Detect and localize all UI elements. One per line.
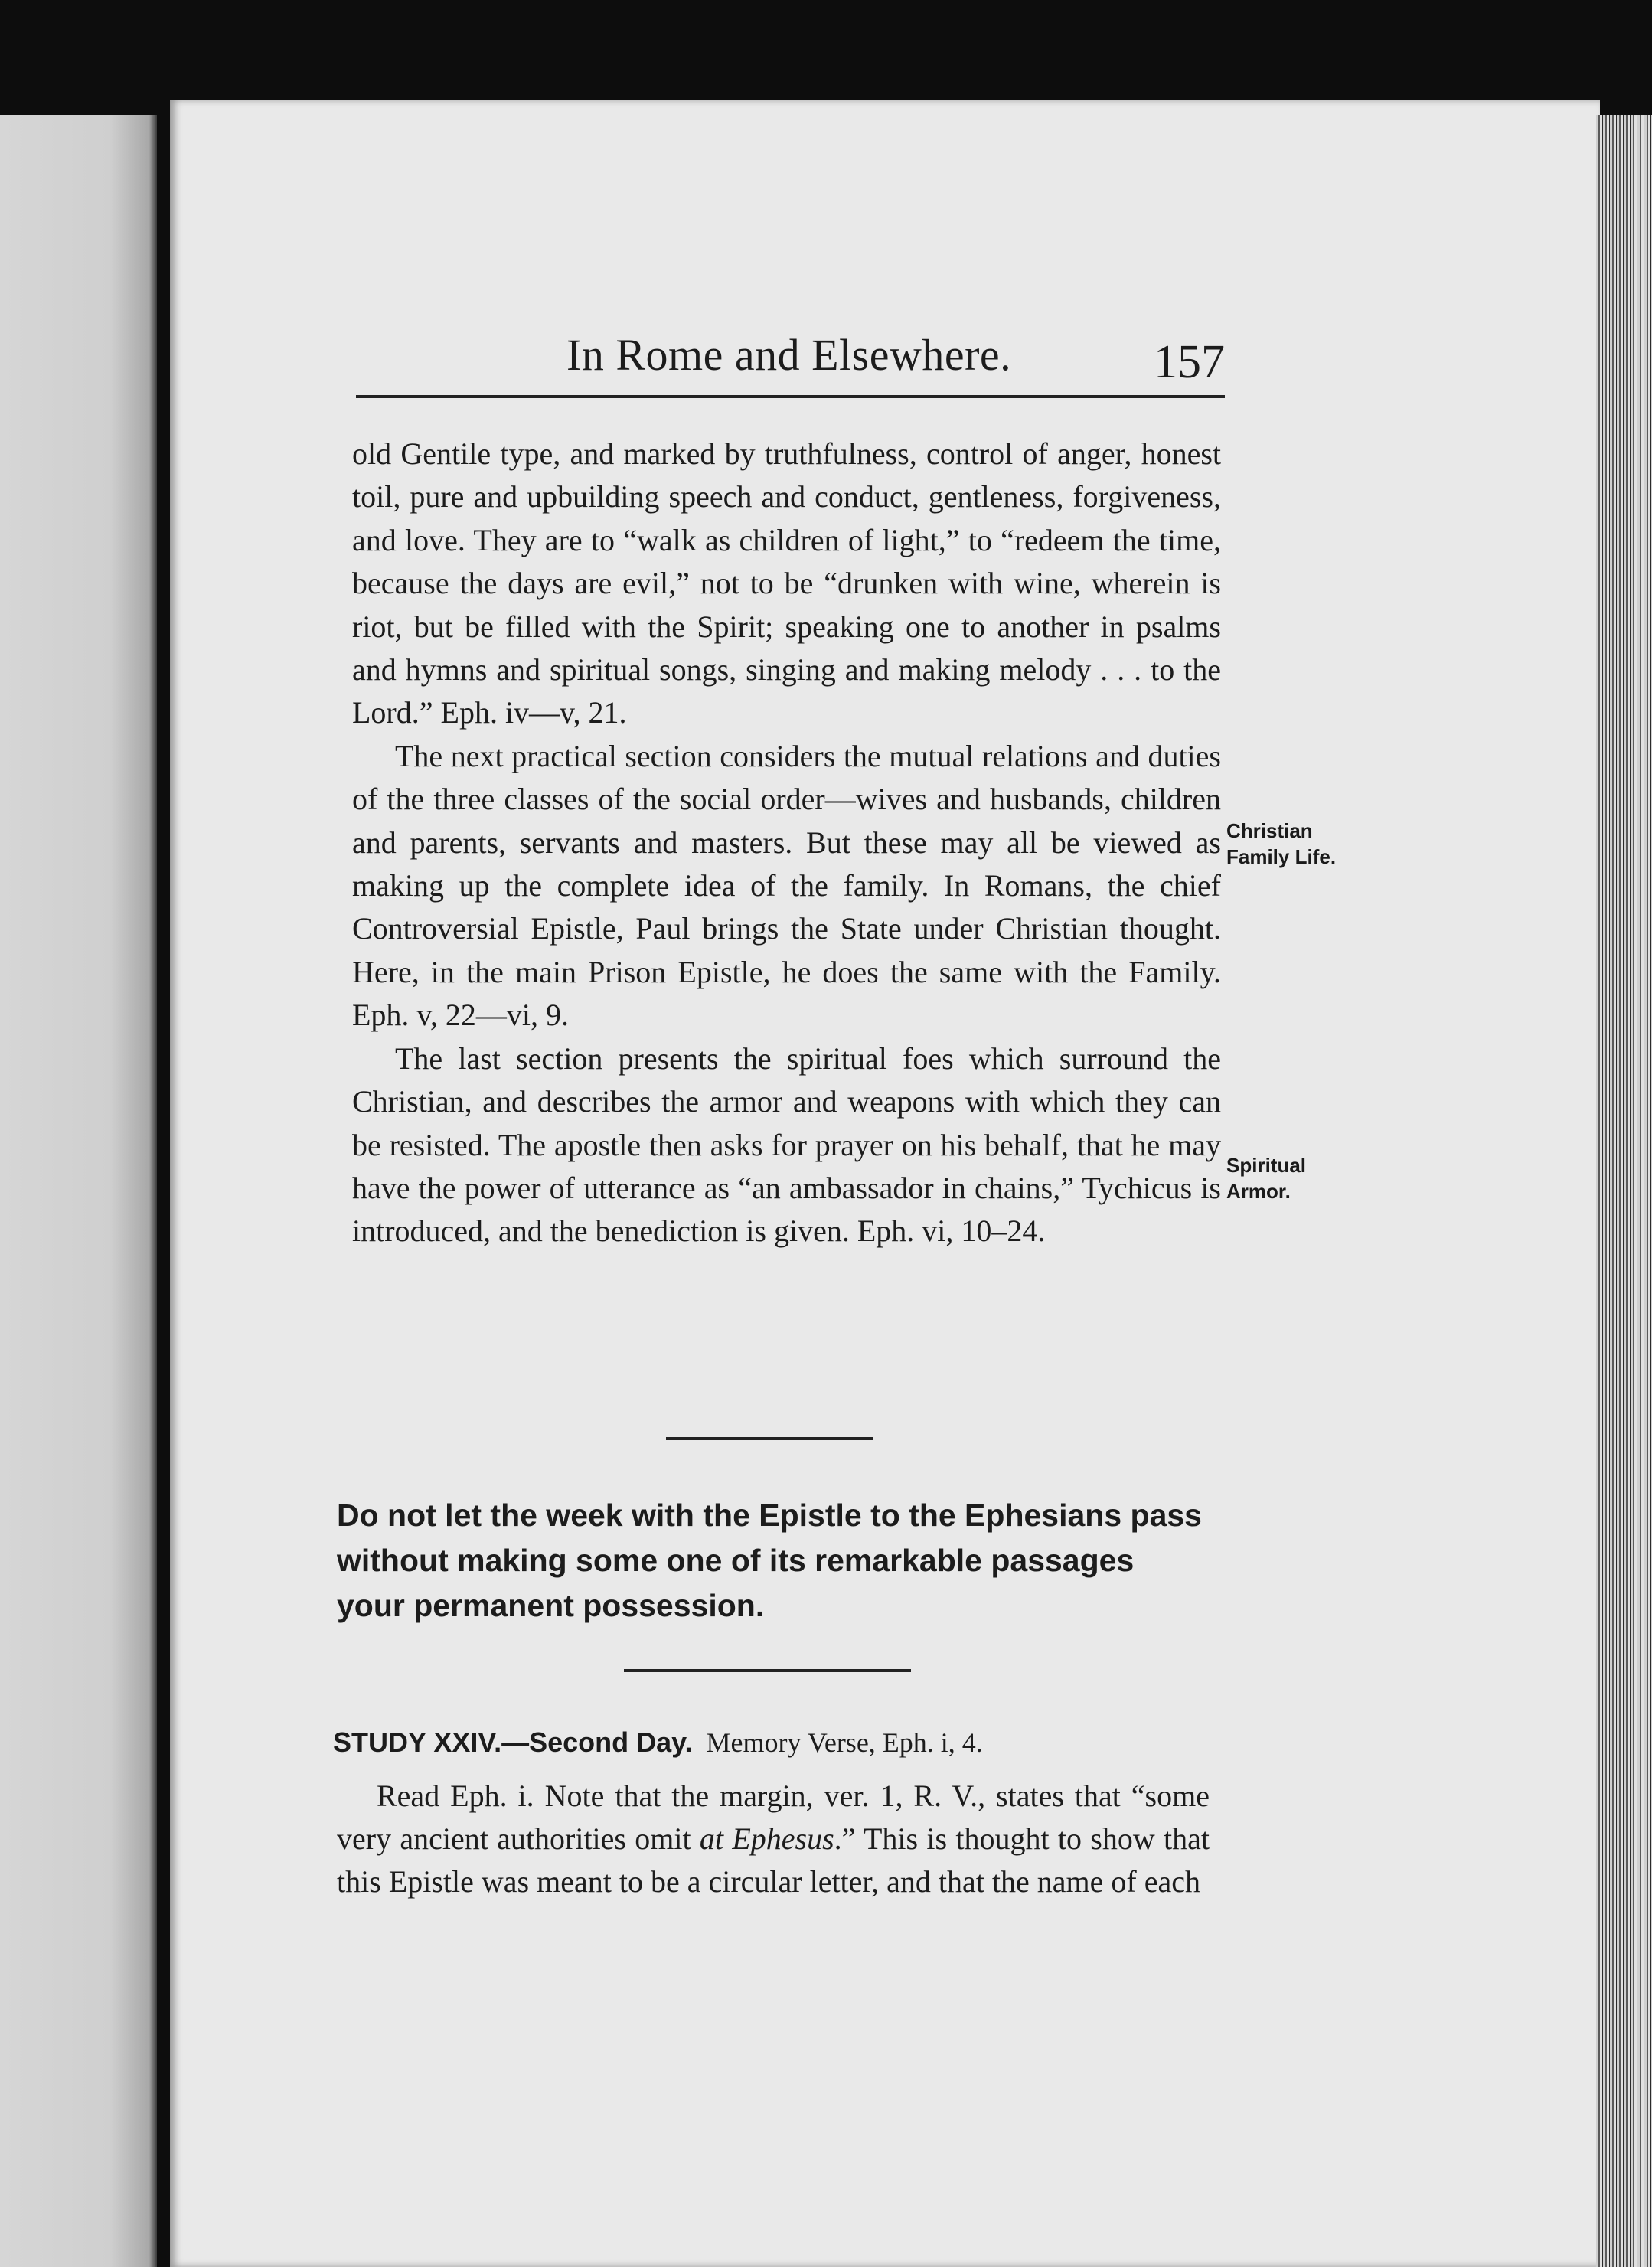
memory-verse: Memory Verse, Eph. i, 4.	[706, 1727, 983, 1758]
study-heading	[333, 1726, 1213, 1759]
margin-note-line: Christian	[1226, 819, 1313, 842]
section-divider-bottom	[624, 1669, 911, 1672]
paragraph-1: old Gentile type, and marked by truthfulness, control of anger, honest toil, pure and upbuilding speech and conduct, gentleness, forgiveness, and love. They are to “walk as children of light,” to “redeem the time, because the days are evil,” not to be “drunken with wine, wherein is riot, but be filled with the Spirit; speaking one to another in psalms and hymns and spiritual songs, singing and making melody . . . to the Lord.” Eph. iv—v, 21.	[352, 436, 1221, 730]
study-text	[337, 1775, 1210, 1903]
margin-note-line: Spiritual	[1226, 1154, 1307, 1177]
paragraph-2: The next practical section considers the mutual relations and duties of the three classes of the social order—wives and husbands, children and parents, servants and masters. But these may all be viewed as making up the complete idea of the family. In Romans, the chief Controversial Epistle, Paul brings the State under Christian thought. Here, in the main Prison Epistle, he does the same with the Family. Eph. v, 22—vi, 9.	[352, 738, 1221, 1033]
study-text-before: Read Eph. i. Note that the margin, ver. 1, R. V., states that “some very ancient authorities omit	[337, 1779, 1210, 1856]
margin-note-christian-family-life	[1226, 818, 1336, 870]
notice-text: Do not let the week with the Epistle to the Ephesians pass without making some one of its remarkable passages your permanent possession.	[337, 1498, 1202, 1623]
page-header	[356, 329, 1225, 398]
page-stack-edge	[1596, 115, 1652, 2267]
page-number: 157	[1154, 336, 1225, 388]
left-page-edge	[0, 115, 157, 2267]
paragraph-3: The last section presents the spiritual foes which surround the Christian, and describes the armor and weapons with which they can be resisted. The apostle then asks for prayer on his behalf, that he may have the power of utterance as “an ambassador in chains,” Tychicus is introduced, and the benediction is given. Eph. vi, 10–24.	[352, 1040, 1221, 1249]
header-rule	[356, 395, 1225, 398]
section-divider-top	[666, 1437, 873, 1440]
study-label: STUDY XXIV.—Second Day.	[333, 1726, 693, 1758]
margin-note-line: Family Life.	[1226, 845, 1337, 868]
study-text-after: .” This is thought to show that this Epistle was meant to be a circular letter, and that the name of each	[337, 1821, 1210, 1899]
study-paragraph	[337, 1775, 1210, 1903]
running-title: In Rome and Elsewhere.	[566, 330, 1012, 380]
margin-note-line: Armor.	[1226, 1180, 1291, 1203]
margin-note-spiritual-armor	[1226, 1152, 1306, 1204]
study-text-italic: at Ephesus	[699, 1821, 834, 1856]
body-text	[352, 433, 1221, 1253]
